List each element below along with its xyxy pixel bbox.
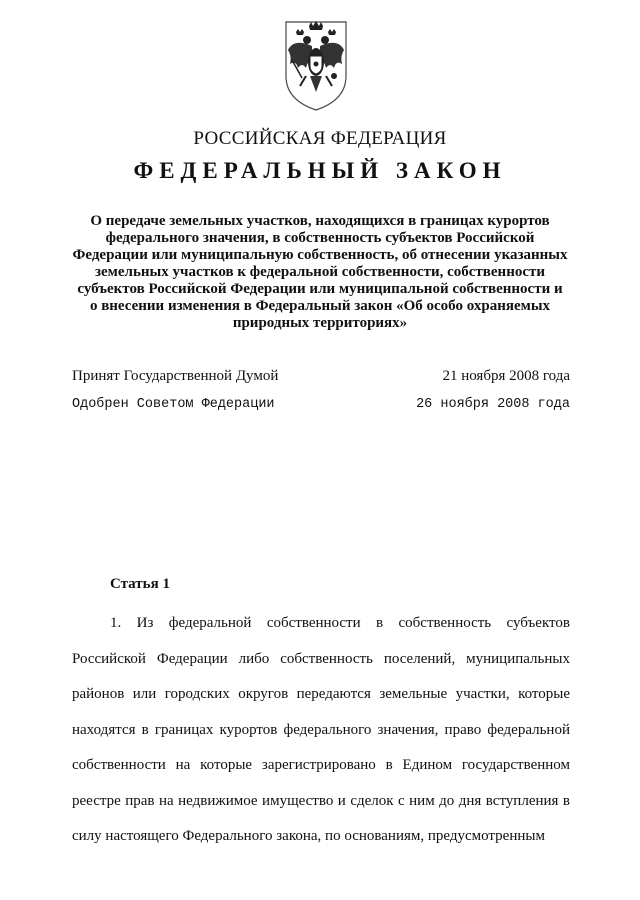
- country-name: РОССИЙСКАЯ ФЕДЕРАЦИЯ: [193, 128, 447, 149]
- russian-coat-of-arms-icon: [276, 16, 356, 112]
- adoption-row-duma: [72, 368, 570, 385]
- adoption-row-council: [72, 397, 570, 412]
- adoption-label: Принят Государственной Думой: [72, 368, 279, 384]
- law-title: О передаче земельных участков, находящихся в границах курортов федерального значения, в собственность субъектов Российской Федерации или муниципальную собственность, об отнесении указанных земельных участков к федеральной собственности, собственности субъектов Российской Федерации или муниципальной собственности и о внесении изменения в Федеральный закон «Об особо охраняемых природных территориях»: [72, 213, 568, 331]
- article-paragraph: 1. Из федеральной собственности в собственность субъектов Российской Федерации либо собственность поселений, муниципальных районов или городских округов передаются земельные участки, которые находятся в границах курортов федерального значения, право федеральной собственности на которые зарегистрировано в Едином государственном реестре прав на недвижимое имущество и сделок с ним до дня вступления в силу настоящего Федерального закона, по основаниям, предусмотренным: [72, 615, 570, 844]
- adoption-date: 26 ноября 2008 года: [416, 397, 570, 412]
- article-heading: Статья 1: [110, 576, 170, 592]
- document-type: ФЕДЕРАЛЬНЫЙ ЗАКОН: [133, 158, 507, 183]
- adoption-date: 21 ноября 2008 года: [442, 368, 570, 384]
- adoption-label: Одобрен Советом Федерации: [72, 397, 275, 412]
